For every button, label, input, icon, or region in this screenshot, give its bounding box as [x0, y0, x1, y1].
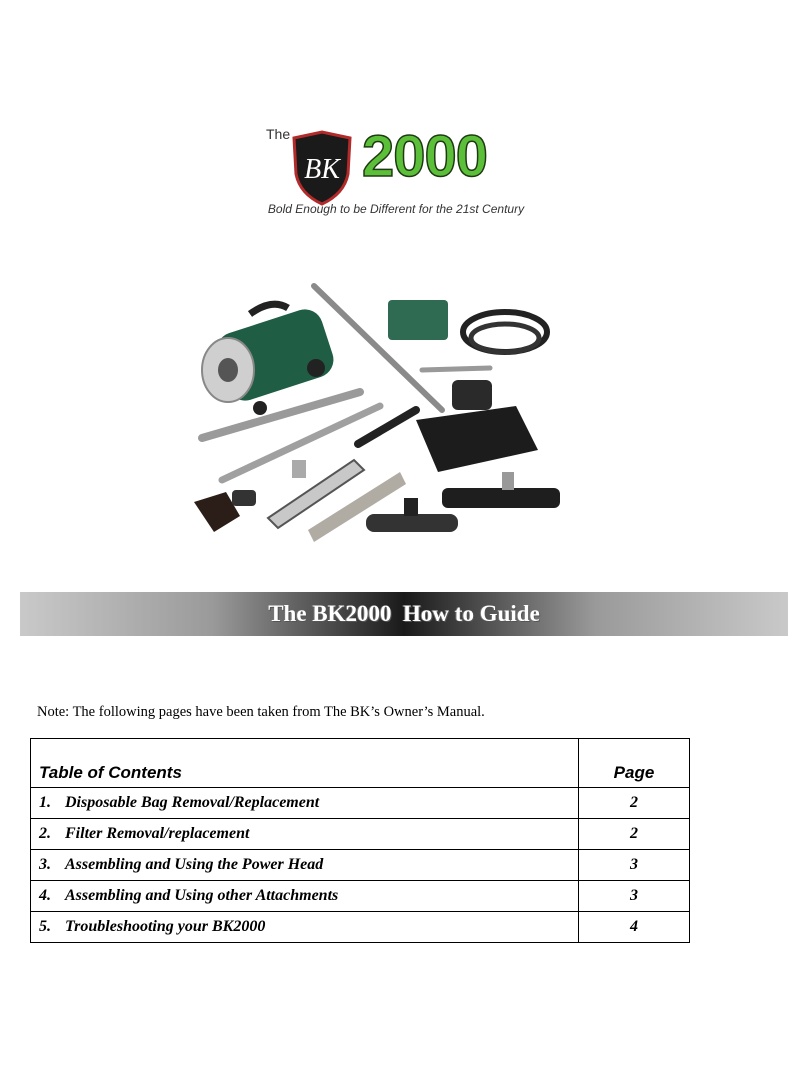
logo-the-text: The [266, 126, 291, 142]
table-row [31, 819, 690, 850]
toc-row-page: 2 [579, 819, 690, 850]
table-row [31, 912, 690, 943]
toc-header-page: Page [579, 739, 690, 788]
toc-row-page: 3 [579, 850, 690, 881]
vacuum-product-image [180, 280, 570, 550]
toc-header-title: Table of Contents [31, 739, 579, 788]
toc-row-title: Filter Removal/replacement [65, 825, 250, 842]
toc-row-number: 4. [39, 887, 51, 904]
table-of-contents [30, 738, 690, 943]
logo-number: 2000 [362, 124, 488, 189]
banner-title: The BK2000 How to Guide [268, 601, 540, 626]
note-text: Note: The following pages have been taken from The BK’s Owner’s Manual. [37, 704, 485, 720]
toc-row-number: 5. [39, 918, 51, 935]
toc-row-page: 4 [579, 912, 690, 943]
toc-row-title: Troubleshooting your BK2000 [65, 918, 266, 935]
logo-initials: BK [304, 154, 340, 185]
toc-row-title: Assembling and Using other Attachments [65, 887, 339, 904]
title-banner [20, 592, 788, 636]
bk2000-logo [250, 110, 550, 220]
table-row [31, 881, 690, 912]
shield-icon [290, 130, 354, 206]
toc-row-number: 2. [39, 825, 51, 842]
logo-tagline: Bold Enough to be Different for the 21st Century [267, 202, 525, 216]
toc-header-row [31, 739, 690, 788]
table-row [31, 788, 690, 819]
table-row [31, 850, 690, 881]
toc-row-number: 3. [39, 856, 51, 873]
toc-row-number: 1. [39, 794, 51, 811]
toc-row-title: Disposable Bag Removal/Replacement [65, 794, 320, 811]
toc-row-page: 3 [579, 881, 690, 912]
toc-row-page: 2 [579, 788, 690, 819]
toc-row-title: Assembling and Using the Power Head [65, 856, 324, 873]
